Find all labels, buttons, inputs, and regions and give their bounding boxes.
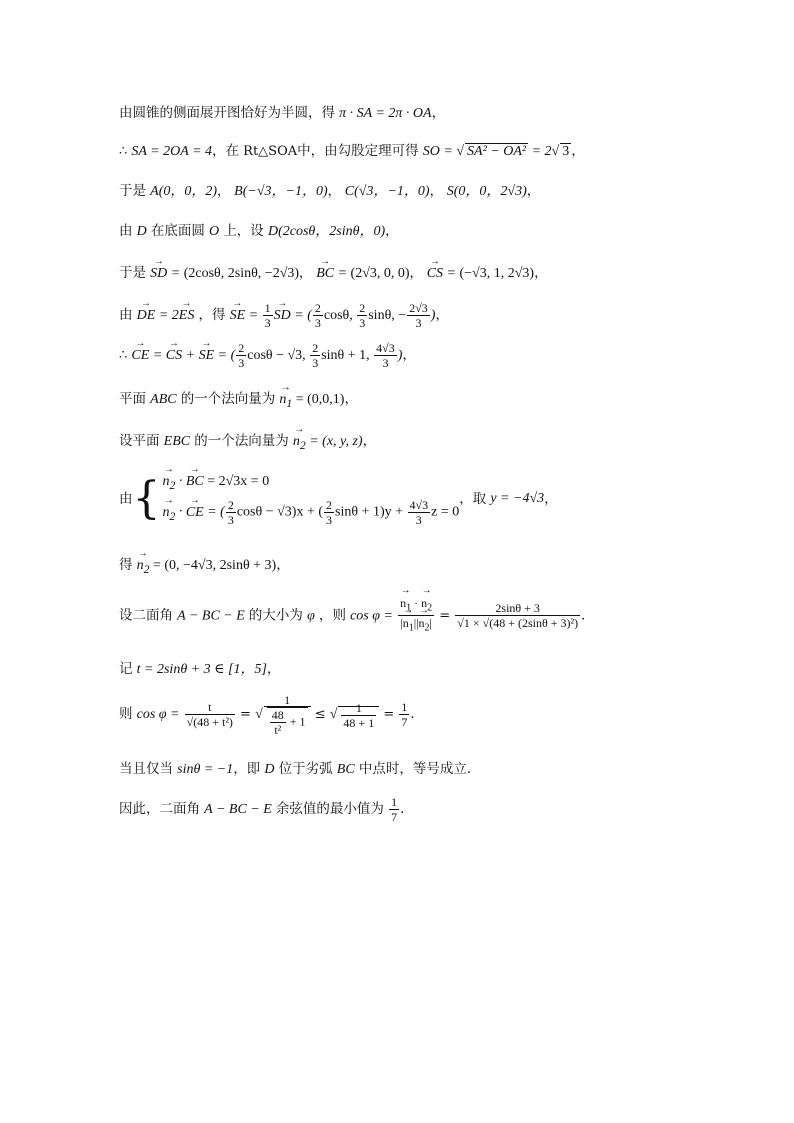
coord-a: A(0，0，2) — [150, 184, 218, 199]
text: 的一个法向量为 — [194, 433, 289, 449]
coord-d: D(2cosθ，2sinθ，0) — [267, 224, 386, 239]
cos-phi: cos φ = — [136, 707, 180, 723]
result-fraction: $\frac{1}{7}$ — [401, 700, 408, 730]
vector-cs-value: (−√3, 1, 2√3) — [459, 266, 535, 281]
vector-sd: → SD = — [150, 266, 184, 281]
math: SA = 2OA = 4 — [131, 144, 213, 159]
text: 于是 — [119, 183, 146, 199]
line-5: 于是 → SD = (2cosθ, 2sinθ, −2√3)， → BC = (2√3, 0, 0)， → CS = (−√3, 1, 2√3)， — [119, 264, 548, 283]
math: → SE = $\frac{1}{3}$ → SD = ( $\frac{2}{3}$ cosθ, $\frac{2}{3}$ sinθ, − $\frac{2√3}{3}$ ) — [230, 308, 436, 323]
vector-sd-value: (2cosθ, 2sinθ, −2√3) — [183, 266, 300, 281]
text: ，在 — [212, 143, 240, 159]
text: ， — [534, 265, 548, 281]
normal-n1: → $n_1 = (0,0,1)$ — [279, 392, 344, 407]
text: ， — [435, 307, 449, 323]
text: ，即 — [233, 761, 261, 777]
text: 因此，二面角 — [119, 801, 200, 817]
sqrt-bound: √ $\frac{1}{48 + 1}$ — [330, 707, 379, 722]
text: 余弦值的最小值为 — [275, 801, 384, 817]
equation-system — [163, 470, 460, 528]
text: 由 — [119, 223, 133, 239]
coord-s: S(0，0，2√3) — [446, 184, 527, 199]
line-8 — [119, 390, 358, 413]
fraction-2: $\frac{2\sin\theta + 3}{\text{√1 × √(48 + (2sinθ + 3)²)}}$ — [457, 601, 579, 631]
plane-abc: ABC — [150, 392, 177, 407]
text: ． — [410, 706, 424, 723]
vector-cs: → CS = — [427, 266, 460, 281]
line-15 — [119, 760, 480, 779]
text: 则 — [119, 706, 133, 723]
text: 由 — [119, 491, 133, 508]
fraction-t: $\frac{t}{\text{√(48 + t²)}}$ — [186, 700, 233, 730]
point-d: D — [264, 762, 275, 777]
text: 设平面 — [119, 433, 160, 449]
text: 中点时，等号成立． — [358, 761, 481, 777]
equation-1: → $n_2$ · → BC = 2√3x = 0 — [163, 470, 460, 498]
line-11 — [119, 556, 290, 579]
take-y: y = −4√3 — [490, 491, 545, 507]
normal-n2: → $n_2 = (x$, y, z) — [293, 434, 363, 449]
text: ， — [544, 491, 558, 508]
line-13 — [119, 660, 280, 679]
math: → CE = → CS + → SE = ( $\frac{2}{3}$ cosθ − √3, $\frac{2}{3}$ sinθ + 1, $\frac{4√3}{3}$ ) — [131, 348, 402, 363]
triangle-label: Rt△SOA — [243, 144, 298, 159]
text: ， — [402, 347, 416, 363]
phi: φ — [307, 608, 315, 624]
equation-2: → $n_2$ · → CE = ( $\frac{2}{3}$ cosθ − √3)x + ( $\frac{2}{3}$ sinθ + 1)y + $\frac{4√3}{3}$ z = 0 — [163, 498, 460, 529]
text: 由圆锥的侧面展开图恰好为半圆，得 — [119, 105, 335, 121]
text: ， — [431, 105, 446, 121]
dihedral-angle: A − BC − E — [177, 608, 245, 624]
coord-b: B(−√3，−1，0) — [234, 184, 328, 199]
line-6 — [119, 300, 449, 331]
line-4 — [119, 222, 399, 241]
line-10 — [119, 470, 558, 528]
text: ，取 — [459, 491, 487, 508]
text: ， — [362, 433, 377, 449]
coord-c: C(√3，−1，0) — [344, 184, 430, 199]
therefore-symbol: ∴ — [119, 144, 128, 159]
cos-phi: cos φ = — [350, 608, 393, 624]
point-d: D — [136, 224, 147, 239]
text: 设二面角 — [119, 607, 173, 624]
text: 中，由勾股定理可得 — [297, 143, 419, 159]
arc-bc: BC — [336, 762, 355, 777]
line-16 — [119, 792, 414, 827]
text: 记 — [119, 661, 133, 677]
text: 由 — [119, 307, 133, 323]
text: 位于劣弧 — [278, 761, 333, 777]
text: ， — [571, 143, 585, 159]
line-3: 于是 A(0，0，2)， B(−√3，−1，0)， C(√3，−1，0)， S(0，0，2√3)， — [119, 183, 541, 199]
sqrt-fraction: √ 1 $\frac{48}{\text{t²}}$ + 1 — [255, 707, 310, 722]
line-2 — [119, 142, 585, 161]
math: SO = √ SA² − OA² = 2√ 3 — [422, 144, 570, 159]
text: ， — [385, 223, 399, 239]
text: 在底面圆 — [150, 223, 205, 239]
plane-ebc: EBC — [163, 434, 191, 449]
text: ，则 — [318, 607, 346, 624]
text: ，得 — [198, 307, 226, 323]
t-definition: t = 2sinθ + 3 ∈ [1，5] — [136, 662, 267, 677]
text: 当且仅当 — [119, 761, 173, 777]
text: ． — [400, 801, 414, 817]
text: 于是 — [119, 265, 146, 281]
line-12: 设二面角 A − BC − E 的大小为 φ ，则 cos φ = → $\frac{n_1 \cdot \to n_2}{|\to n_1||\to n_2|}$ = $\frac{2\sin\theta + 3}{\text{√1 × √(48 + (2sinθ + 3)²)}}$ ． — [119, 596, 595, 636]
therefore-symbol: ∴ — [119, 348, 128, 363]
line-14: 则 cos φ = $\frac{t}{\text{√(48 + t²)}}$ = √ 1 $\frac{48}{\text{t²}}$ + 1 ≤ √ $\frac{1}{48 + 1}$ = $\frac{1}{7}$ ． — [119, 693, 424, 737]
condition: sinθ = −1 — [177, 762, 234, 777]
text: 上，设 — [223, 223, 264, 239]
text: 得 — [119, 557, 133, 573]
text: 的大小为 — [248, 607, 303, 624]
dihedral-angle: A − BC − E — [204, 802, 272, 817]
text: ， — [526, 183, 541, 199]
text: ， — [266, 661, 281, 677]
text: ， — [344, 391, 358, 407]
line-1 — [119, 104, 445, 123]
vector-bc-value: (2√3, 0, 0) — [350, 266, 410, 281]
math: → DE = 2→ ES — [137, 308, 195, 323]
math: π · SA = 2π · OA — [339, 106, 432, 121]
vector-bc: → BC = — [316, 266, 350, 281]
normal-n2-result: → $n_2 = (0$, −4√3, 2sinθ + 3) — [137, 558, 277, 573]
text: ． — [581, 607, 595, 624]
line-7 — [119, 340, 416, 371]
text: 平面 — [119, 391, 146, 407]
text: 的一个法向量为 — [180, 391, 276, 407]
min-value-fraction: $\frac{1}{7}$ — [391, 795, 398, 824]
line-9 — [119, 432, 376, 455]
fraction-1: → $\frac{n_1 \cdot \to n_2}{|\to n_1||\to n_2|}$ — [398, 596, 434, 636]
brace: { — [132, 473, 161, 525]
text: ， — [276, 557, 290, 573]
point-o: O — [209, 224, 220, 239]
